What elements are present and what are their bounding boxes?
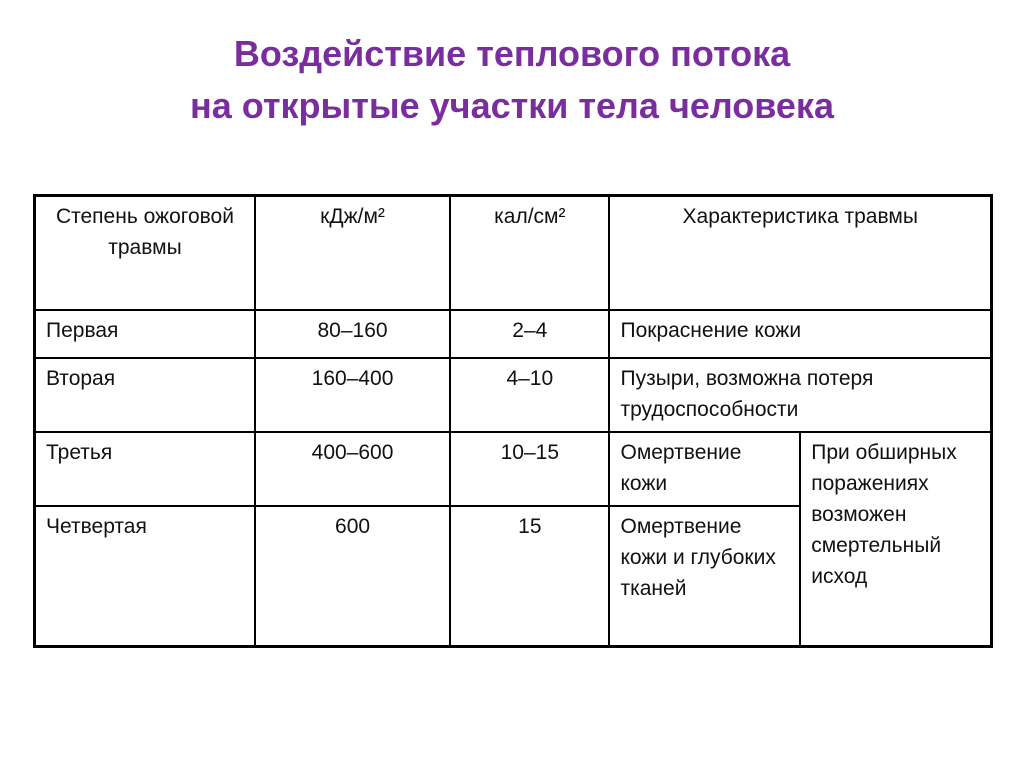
- header-kj: кДж/м²: [255, 196, 450, 310]
- cell-cal: 2–4: [450, 310, 609, 358]
- title-line-2: на открытые участки тела человека: [190, 85, 834, 126]
- cell-degree: Вторая: [35, 358, 255, 432]
- cell-kj: 400–600: [255, 432, 450, 506]
- cell-injury: Пузыри, возможна потеря трудоспособности: [609, 358, 991, 432]
- cell-kj: 160–400: [255, 358, 450, 432]
- table-header-row: [35, 196, 991, 310]
- cell-degree: Первая: [35, 310, 255, 358]
- title-line-1: Воздействие теплового потока: [233, 33, 791, 74]
- table-row: [35, 358, 991, 432]
- cell-injury: Омертвение кожи и глубоких тканей: [609, 506, 800, 646]
- cell-cal: 4–10: [450, 358, 609, 432]
- table-row: [35, 310, 991, 358]
- slide-title: [0, 28, 1024, 132]
- cell-injury: Покраснение кожи: [609, 310, 991, 358]
- header-injury: Характеристика травмы: [609, 196, 991, 310]
- cell-kj: 80–160: [255, 310, 450, 358]
- cell-cal: 15: [450, 506, 609, 646]
- cell-degree: Четвертая: [35, 506, 255, 646]
- cell-cal: 10–15: [450, 432, 609, 506]
- cell-injury: Омертвение кожи: [609, 432, 800, 506]
- cell-fatal-note: При обширных поражениях возможен смертельный исход: [800, 432, 991, 646]
- burn-table: [34, 195, 992, 647]
- cell-degree: Третья: [35, 432, 255, 506]
- cell-kj: 600: [255, 506, 450, 646]
- header-cal: кал/см²: [450, 196, 609, 310]
- header-degree: Степень ожоговой травмы: [35, 196, 255, 310]
- table-row: [35, 432, 991, 506]
